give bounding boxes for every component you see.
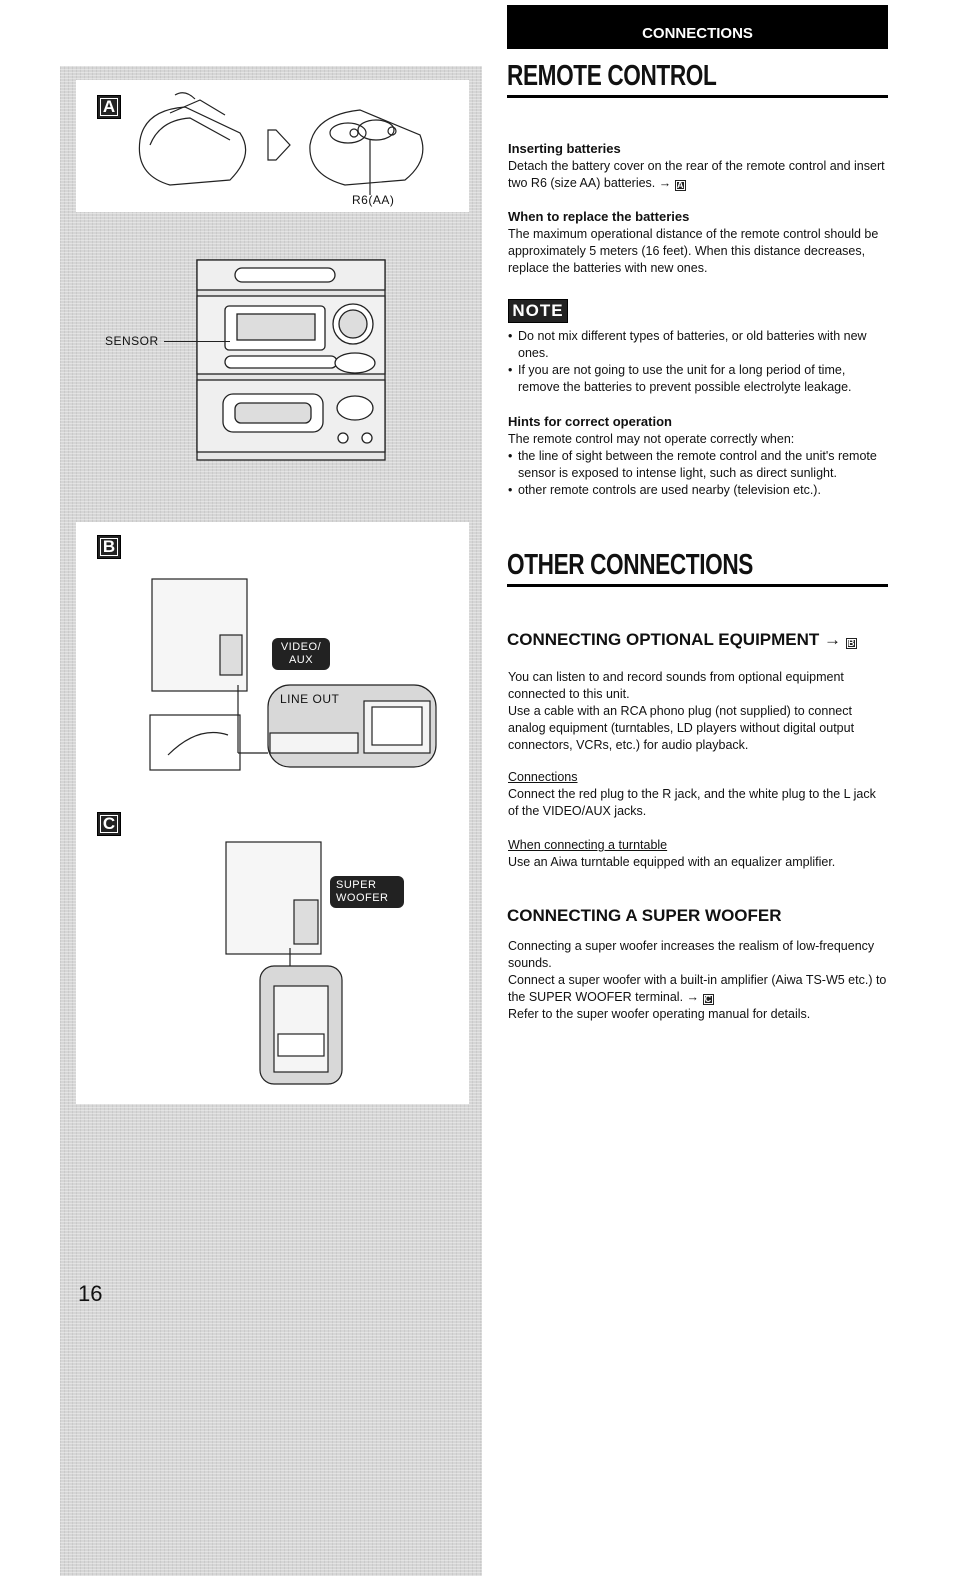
battery-type-label: R6(AA) bbox=[352, 193, 395, 207]
inserting-batteries-heading: Inserting batteries bbox=[508, 141, 621, 156]
note-item-2: • If you are not going to use the unit for a long period of time, remove the batteries to prevent possible electrolyte leakage. bbox=[508, 362, 889, 396]
note-label: NOTE bbox=[508, 299, 568, 323]
hints-heading: Hints for correct operation bbox=[508, 414, 672, 429]
other-connections-title: OTHER CONNECTIONS bbox=[507, 549, 753, 581]
hints-intro: The remote control may not operate correctly when: bbox=[508, 432, 795, 446]
super-woofer-heading: CONNECTING A SUPER WOOFER bbox=[507, 906, 782, 925]
connections-subheading: Connections bbox=[508, 770, 578, 784]
hint-item-2: • other remote controls are used nearby (television etc.). bbox=[508, 482, 889, 499]
woofer-p1: Connecting a super woofer increases the realism of low-frequency sounds. bbox=[508, 939, 875, 970]
sensor-pointer-line bbox=[164, 341, 230, 342]
hints-block bbox=[508, 431, 889, 499]
hint-item-1: • the line of sight between the remote control and the unit's remote sensor is exposed to intense light, such as direct sunlight. bbox=[508, 448, 889, 482]
remote-control-rule bbox=[507, 95, 888, 98]
remote-battery-illustration bbox=[130, 85, 430, 210]
line-out-label: LINE OUT bbox=[280, 692, 340, 706]
stereo-unit-illustration bbox=[195, 258, 387, 468]
section-header: CONNECTIONS bbox=[507, 5, 888, 49]
sensor-label: SENSOR bbox=[105, 334, 159, 348]
inserting-batteries-body: Detach the battery cover on the rear of the remote control and insert two R6 (size AA) batteries. → bbox=[508, 159, 885, 190]
optional-p2: Use a cable with an RCA phono plug (not supplied) to connect analog equipment (turntables, LD players without digital output connectors, VCRs, etc.) for audio playback. bbox=[508, 704, 855, 752]
figure-c-label: C bbox=[97, 812, 121, 836]
ref-a-icon: A bbox=[675, 180, 686, 191]
turntable-subheading: When connecting a turntable bbox=[508, 838, 668, 852]
optional-p1: You can listen to and record sounds from optional equipment connected to this unit. bbox=[508, 670, 844, 701]
note-item-1: • Do not mix different types of batteries, or old batteries with new ones. bbox=[508, 328, 889, 362]
woofer-p2: Connect a super woofer with a built-in amplifier (Aiwa TS-W5 etc.) to the SUPER WOOFER terminal. → bbox=[508, 973, 887, 1004]
optional-equipment-heading-text: CONNECTING OPTIONAL EQUIPMENT → bbox=[507, 630, 842, 649]
note-list bbox=[508, 328, 889, 396]
replace-batteries-heading: When to replace the batteries bbox=[508, 209, 690, 224]
super-woofer-illustration bbox=[222, 838, 347, 1088]
remote-control-title: REMOTE CONTROL bbox=[507, 60, 717, 92]
optional-equipment-illustration bbox=[148, 575, 438, 775]
optional-equipment-heading bbox=[507, 630, 857, 650]
woofer-p2-line bbox=[508, 972, 889, 1006]
figure-a-label: A bbox=[97, 95, 121, 119]
inserting-batteries-text bbox=[508, 158, 889, 192]
ref-b-icon: B bbox=[846, 638, 857, 649]
connections-text: Connect the red plug to the R jack, and the white plug to the L jack of the VIDEO/AUX jacks. bbox=[508, 787, 876, 818]
super-woofer-text bbox=[508, 938, 889, 1023]
ref-c-icon: C bbox=[703, 994, 714, 1005]
video-aux-tag: VIDEO/ AUX bbox=[272, 638, 330, 670]
turntable-text: Use an Aiwa turntable equipped with an equalizer amplifier. bbox=[508, 855, 836, 869]
replace-batteries-text: The maximum operational distance of the remote control should be approximately 5 meters (16 feet). When this distance decreases, replace the batteries with new ones. bbox=[508, 227, 879, 275]
woofer-p3: Refer to the super woofer operating manual for details. bbox=[508, 1007, 811, 1021]
super-woofer-tag: SUPER WOOFER bbox=[330, 876, 404, 908]
other-connections-rule bbox=[507, 584, 888, 587]
optional-equipment-text bbox=[508, 669, 889, 754]
page-number: 16 bbox=[78, 1281, 103, 1306]
figure-b-label: B bbox=[97, 535, 121, 559]
